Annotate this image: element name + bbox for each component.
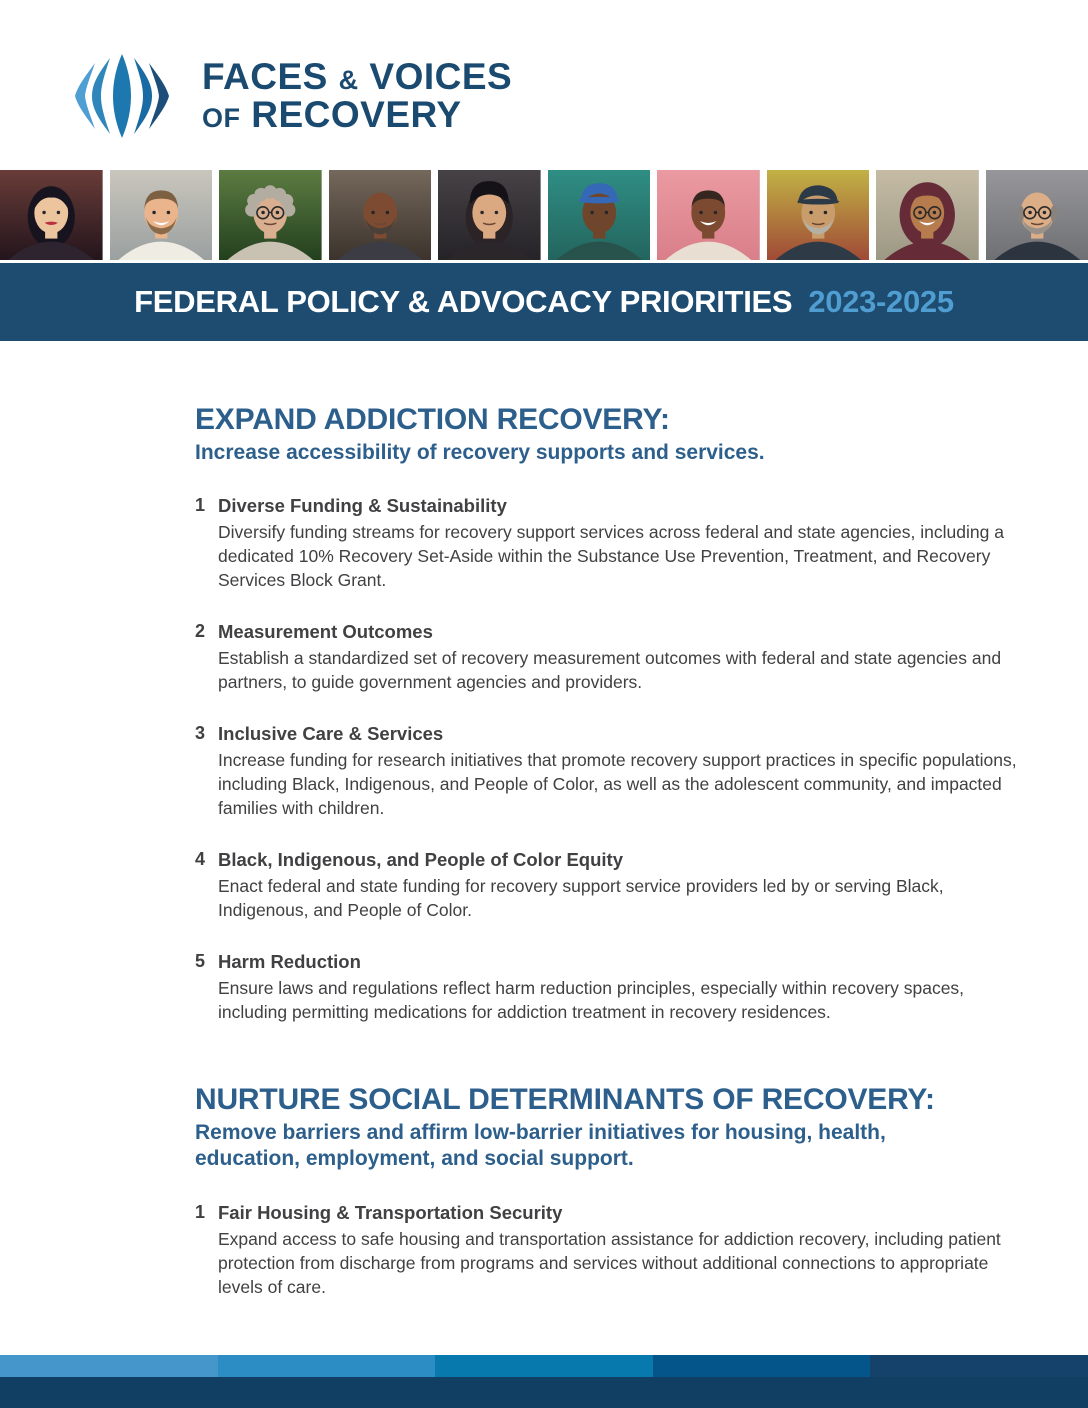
footer-segment — [0, 1355, 218, 1377]
priority-number: 1 — [195, 495, 206, 516]
priority-body: Diversify funding streams for recovery support services across federal and state agencies, including a dedicated 10% Recovery Set-Aside within the Substance Use Prevention, Treatment, and Recovery Services Block Grant. — [218, 522, 1004, 591]
banner-years: 2023-2025 — [808, 284, 954, 319]
priority-number: 2 — [195, 621, 206, 642]
priority-title: Diverse Funding & Sustainability — [218, 495, 507, 517]
portrait-photo — [0, 170, 103, 260]
section-subheading: Increase accessibility of recovery supports and services. — [195, 441, 765, 464]
portrait-photo — [876, 170, 979, 260]
section-heading: EXPAND ADDICTION RECOVERY: — [195, 403, 670, 436]
portrait-illustration — [219, 170, 322, 260]
org-logo — [62, 50, 512, 142]
priority-title: Harm Reduction — [218, 951, 361, 973]
portrait-photo — [438, 170, 541, 260]
recovery-lens-icon — [62, 50, 182, 142]
priority-item — [195, 620, 1031, 695]
priority-item — [195, 848, 1031, 923]
priority-title: Fair Housing & Transportation Security — [218, 1201, 563, 1223]
section-nurture-social-determinants — [195, 1083, 1031, 1299]
priority-title: Inclusive Care & Services — [218, 723, 444, 745]
logo-line-1: FACES & VOICES — [202, 56, 513, 98]
portrait-illustration — [657, 170, 760, 260]
portrait-photo — [657, 170, 760, 260]
portrait-illustration — [876, 170, 979, 260]
document-body — [195, 403, 1031, 1327]
portrait-illustration — [0, 170, 103, 260]
priority-item — [195, 494, 1031, 593]
portrait-photo — [219, 170, 322, 260]
portrait-illustration — [329, 170, 432, 260]
priority-body: Increase funding for research initiatives that promote recovery support practices in specific populations, including Black, Indigenous, and People of Color, as well as the adolescent community, and impacted families with children. — [218, 750, 1017, 819]
priority-title: Black, Indigenous, and People of Color Equity — [218, 849, 623, 871]
footer-segment — [435, 1355, 653, 1377]
priority-item — [195, 950, 1031, 1025]
priority-number: 5 — [195, 951, 206, 972]
section-expand-addiction-recovery — [195, 403, 1031, 1025]
title-banner — [0, 263, 1088, 341]
portrait-illustration — [986, 170, 1088, 260]
footer-segment — [218, 1355, 436, 1377]
recovery-lens-icon-svg — [62, 50, 182, 142]
priority-item — [195, 722, 1031, 821]
footer-color-segments — [0, 1355, 1088, 1377]
logo-line-2: OF RECOVERY — [202, 94, 462, 135]
footer-segment — [870, 1355, 1088, 1377]
priority-number: 4 — [195, 849, 206, 870]
priority-number: 1 — [195, 1201, 206, 1222]
portrait-photo-strip — [0, 170, 1088, 260]
portrait-photo — [329, 170, 432, 260]
footer-navy-bar — [0, 1377, 1088, 1408]
portrait-illustration — [438, 170, 541, 260]
portrait-photo — [548, 170, 651, 260]
portrait-photo — [767, 170, 870, 260]
portrait-illustration — [767, 170, 870, 260]
portrait-photo — [986, 170, 1088, 260]
section-subheading: Remove barriers and affirm low-barrier initiatives for housing, health, education, employment, and social support. — [195, 1121, 886, 1171]
priority-body: Establish a standardized set of recovery measurement outcomes with federal and state agencies and partners, to guide government agencies and providers. — [218, 648, 1002, 693]
priority-item — [195, 1201, 1031, 1300]
section-heading: NURTURE SOCIAL DETERMINANTS OF RECOVERY: — [195, 1083, 935, 1117]
banner-title: FEDERAL POLICY & ADVOCACY PRIORITIES — [134, 284, 793, 319]
portrait-illustration — [548, 170, 651, 260]
org-logo-text — [202, 58, 512, 133]
portrait-photo — [110, 170, 213, 260]
priority-body: Expand access to safe housing and transportation assistance for addiction recovery, including patient protection from discharge from programs and services without additional connections to appropriate levels of care. — [218, 1228, 1001, 1297]
footer-segment — [653, 1355, 871, 1377]
portrait-illustration — [110, 170, 213, 260]
priority-title: Measurement Outcomes — [218, 621, 433, 643]
priority-body: Ensure laws and regulations reflect harm reduction principles, especially within recovery spaces, including permitting medications for addiction treatment in recovery residences. — [218, 978, 965, 1023]
priority-body: Enact federal and state funding for recovery support service providers led by or serving Black, Indigenous, and People of Color. — [218, 876, 944, 921]
priority-number: 3 — [195, 723, 206, 744]
